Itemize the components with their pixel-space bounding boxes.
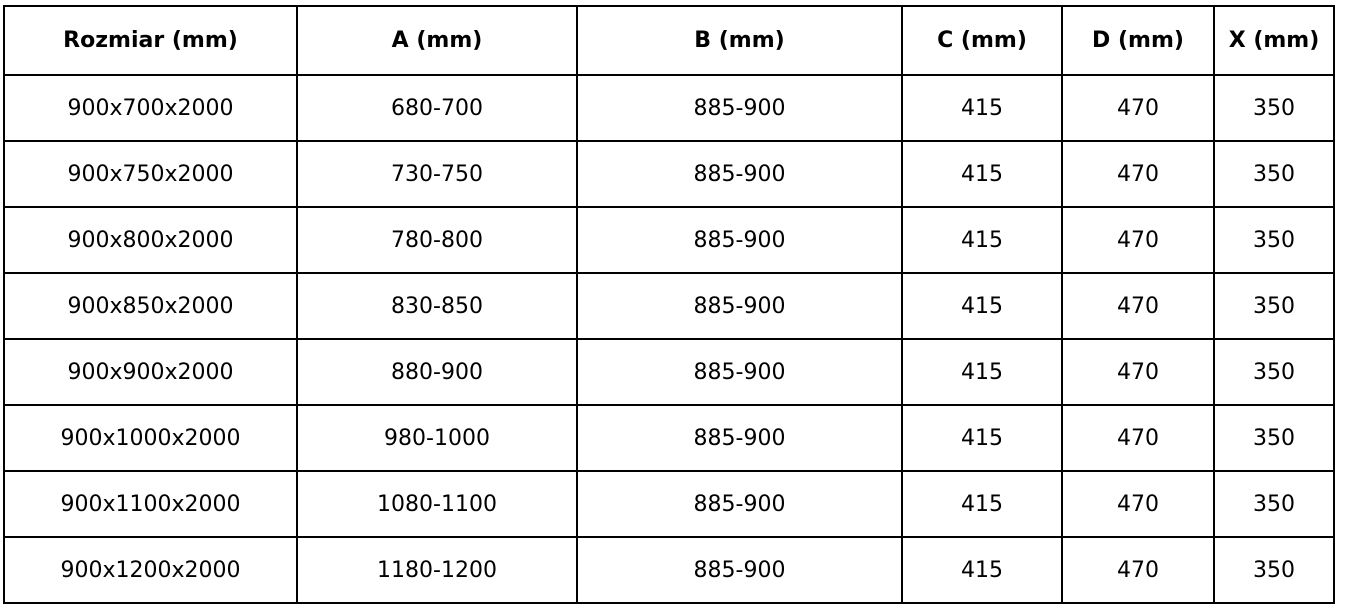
- cell-d: 470: [1062, 471, 1214, 537]
- cell-b: 885-900: [577, 273, 902, 339]
- cell-c: 415: [902, 405, 1062, 471]
- cell-b: 885-900: [577, 141, 902, 207]
- table-row: [4, 207, 1334, 273]
- cell-b: 885-900: [577, 405, 902, 471]
- cell-d: 470: [1062, 537, 1214, 603]
- cell-x: 350: [1214, 537, 1334, 603]
- table-row: [4, 339, 1334, 405]
- cell-rozmiar: 900x750x2000: [4, 141, 297, 207]
- dimensions-table: [3, 5, 1335, 604]
- cell-d: 470: [1062, 273, 1214, 339]
- cell-d: 470: [1062, 339, 1214, 405]
- cell-a: 1180-1200: [297, 537, 577, 603]
- cell-a: 680-700: [297, 75, 577, 141]
- cell-c: 415: [902, 207, 1062, 273]
- cell-d: 470: [1062, 75, 1214, 141]
- cell-c: 415: [902, 471, 1062, 537]
- cell-b: 885-900: [577, 339, 902, 405]
- cell-x: 350: [1214, 339, 1334, 405]
- cell-a: 1080-1100: [297, 471, 577, 537]
- table-row: [4, 537, 1334, 603]
- cell-d: 470: [1062, 405, 1214, 471]
- cell-c: 415: [902, 537, 1062, 603]
- cell-rozmiar: 900x850x2000: [4, 273, 297, 339]
- table-row: [4, 405, 1334, 471]
- table-row: [4, 141, 1334, 207]
- table-row: [4, 471, 1334, 537]
- cell-b: 885-900: [577, 471, 902, 537]
- cell-x: 350: [1214, 273, 1334, 339]
- cell-a: 780-800: [297, 207, 577, 273]
- cell-d: 470: [1062, 141, 1214, 207]
- column-header-x: X (mm): [1214, 6, 1334, 75]
- cell-rozmiar: 900x700x2000: [4, 75, 297, 141]
- cell-b: 885-900: [577, 207, 902, 273]
- cell-b: 885-900: [577, 75, 902, 141]
- cell-c: 415: [902, 141, 1062, 207]
- column-header-c: C (mm): [902, 6, 1062, 75]
- cell-rozmiar: 900x1000x2000: [4, 405, 297, 471]
- cell-rozmiar: 900x1200x2000: [4, 537, 297, 603]
- cell-c: 415: [902, 273, 1062, 339]
- cell-x: 350: [1214, 75, 1334, 141]
- cell-a: 980-1000: [297, 405, 577, 471]
- cell-c: 415: [902, 339, 1062, 405]
- cell-x: 350: [1214, 207, 1334, 273]
- cell-rozmiar: 900x800x2000: [4, 207, 297, 273]
- table-row: [4, 273, 1334, 339]
- cell-a: 730-750: [297, 141, 577, 207]
- column-header-d: D (mm): [1062, 6, 1214, 75]
- table-header-row: [4, 6, 1334, 75]
- cell-c: 415: [902, 75, 1062, 141]
- cell-x: 350: [1214, 141, 1334, 207]
- cell-x: 350: [1214, 405, 1334, 471]
- cell-x: 350: [1214, 471, 1334, 537]
- cell-a: 830-850: [297, 273, 577, 339]
- cell-rozmiar: 900x900x2000: [4, 339, 297, 405]
- column-header-rozmiar: Rozmiar (mm): [4, 6, 297, 75]
- cell-d: 470: [1062, 207, 1214, 273]
- cell-b: 885-900: [577, 537, 902, 603]
- cell-a: 880-900: [297, 339, 577, 405]
- column-header-a: A (mm): [297, 6, 577, 75]
- table-row: [4, 75, 1334, 141]
- column-header-b: B (mm): [577, 6, 902, 75]
- cell-rozmiar: 900x1100x2000: [4, 471, 297, 537]
